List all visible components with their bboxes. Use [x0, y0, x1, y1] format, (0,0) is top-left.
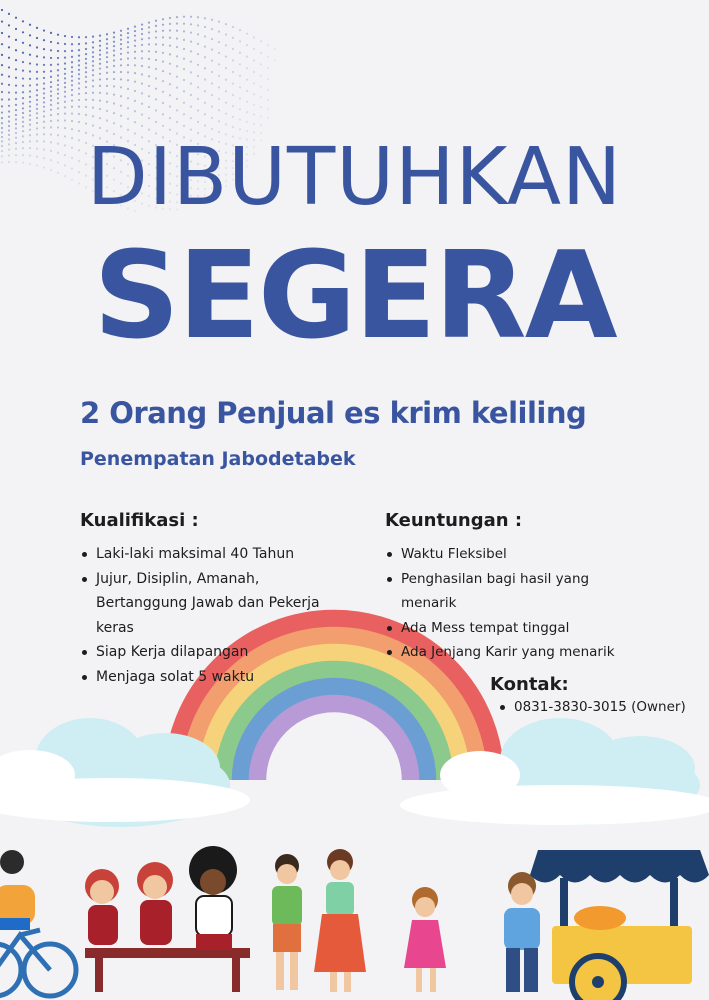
- list-item: Ada Mess tempat tinggal: [385, 616, 635, 641]
- list-item: Waktu Fleksibel: [385, 542, 635, 567]
- boy-illustration: [272, 854, 302, 990]
- qualifications-section: [80, 510, 340, 689]
- cyclist-illustration: [0, 850, 76, 996]
- contact-heading: Kontak:: [490, 674, 569, 695]
- placement-label: Penempatan Jabodetabek: [80, 448, 356, 470]
- list-item: Penghasilan bagi hasil yang menarik: [385, 567, 635, 616]
- headline-dibutuhkan: DIBUTUHKAN: [86, 131, 623, 223]
- rainbow-band: [258, 704, 411, 781]
- small-girl-illustration: [404, 887, 446, 992]
- list-item: Siap Kerja dilapangan: [80, 640, 340, 665]
- job-subtitle: 2 Orang Penjual es krim keliling: [80, 396, 587, 430]
- list-item: Laki-laki maksimal 40 Tahun: [80, 542, 340, 567]
- qualifications-list: [80, 542, 340, 689]
- benefits-section: [385, 510, 635, 665]
- contact-list: [490, 695, 705, 720]
- headline-segera: SEGERA: [93, 227, 616, 366]
- contact-section: [490, 674, 705, 720]
- benefits-heading: Keuntungan :: [385, 510, 523, 531]
- benefits-list: [385, 542, 635, 665]
- boy-blue-shirt-illustration: [504, 872, 540, 992]
- contact-phone: 0831-3830-3015 (Owner): [498, 695, 705, 720]
- list-item: Menjaga solat 5 waktu: [80, 665, 340, 690]
- list-item: Ada Jenjang Karir yang menarik: [385, 640, 635, 665]
- list-item: Jujur, Disiplin, Amanah, Bertanggung Jawab dan Pekerja keras: [80, 567, 340, 641]
- girl-illustration: [314, 849, 366, 992]
- ice-cream-cart-illustration: [530, 850, 709, 1000]
- children-on-bench-illustration: [85, 846, 250, 992]
- qualifications-heading: Kualifikasi :: [80, 510, 199, 531]
